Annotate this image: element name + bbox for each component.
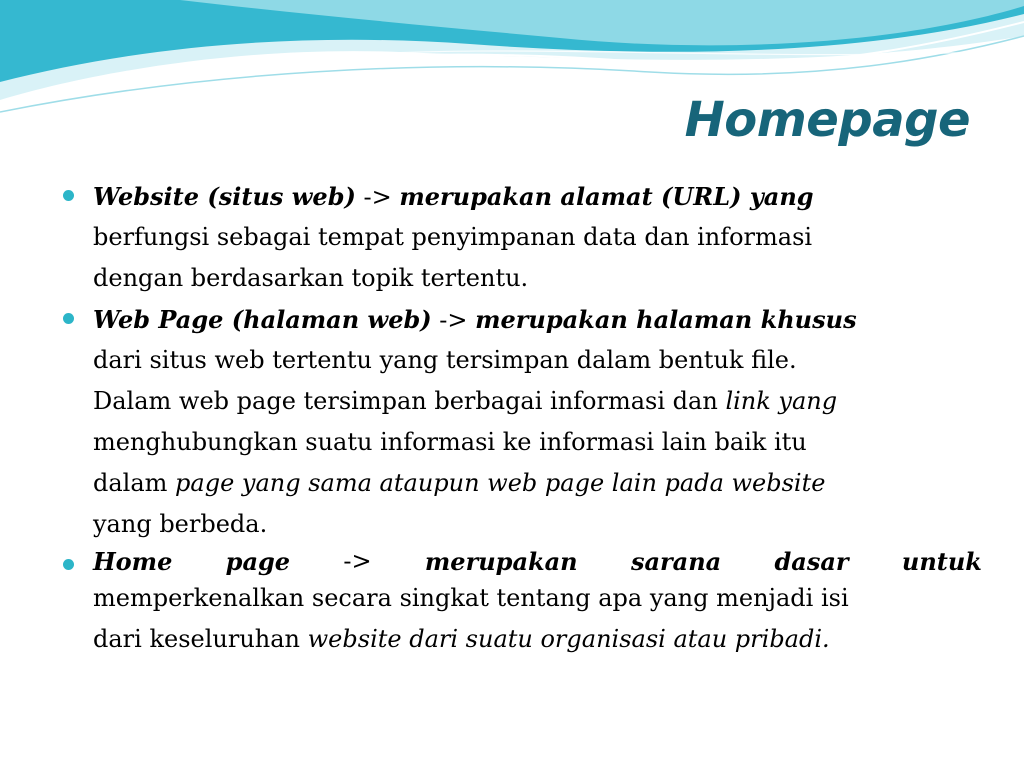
bullet-website bbox=[58, 176, 988, 299]
bullet-dot-icon bbox=[63, 190, 74, 201]
bullet-line: dari situs web tertentu yang tersimpan dalam bentuk file. bbox=[93, 346, 797, 374]
bullet-dot-icon bbox=[63, 559, 74, 570]
definition-text: merupakan alamat (URL) yang bbox=[399, 182, 814, 211]
term-home: Home bbox=[93, 547, 173, 576]
definition-text: merupakan halaman khusus bbox=[475, 305, 857, 334]
bullet-web-page bbox=[58, 299, 988, 545]
bullet-list bbox=[58, 176, 988, 660]
bullet-line-justified bbox=[93, 545, 982, 578]
bullet-home-page bbox=[58, 545, 988, 660]
bullet-line: memperkenalkan secara singkat tentang apa yang menjadi isi bbox=[93, 584, 849, 612]
italic-text: website dari suatu organisasi atau pribadi. bbox=[307, 625, 830, 653]
bullet-line bbox=[93, 619, 988, 660]
word-merupakan: merupakan bbox=[424, 547, 578, 576]
bullet-line: menghubungkan suatu informasi ke informasi lain baik itu bbox=[93, 428, 807, 456]
arrow-text: -> bbox=[343, 547, 372, 575]
slide-title: Homepage bbox=[684, 92, 970, 148]
line-text: dalam bbox=[93, 469, 176, 497]
bullet-line: dengan berdasarkan topik tertentu. bbox=[93, 264, 529, 292]
term-web-page: Web Page (halaman web) bbox=[93, 305, 432, 334]
arrow-text: -> bbox=[355, 183, 400, 211]
term-page: page bbox=[225, 547, 291, 576]
bullet-line bbox=[93, 381, 988, 422]
word-untuk: untuk bbox=[901, 547, 982, 576]
bullet-line bbox=[93, 463, 988, 504]
bullet-line: berfungsi sebagai tempat penyimpanan data dan informasi bbox=[93, 223, 813, 251]
line-text: dari keseluruhan bbox=[93, 625, 308, 653]
italic-text: page yang sama ataupun web page lain pada website bbox=[175, 469, 826, 497]
bullet-dot-icon bbox=[63, 313, 74, 324]
term-website: Website (situs web) bbox=[93, 182, 356, 211]
bullet-line bbox=[93, 176, 988, 217]
italic-text: link yang bbox=[725, 387, 838, 415]
line-text: Dalam web page tersimpan berbagai informasi dan bbox=[93, 387, 726, 415]
bullet-line bbox=[93, 299, 988, 340]
word-sarana: sarana bbox=[630, 547, 722, 576]
bullet-line: yang berbeda. bbox=[93, 510, 268, 538]
word-dasar: dasar bbox=[774, 547, 849, 576]
arrow-text: -> bbox=[431, 306, 476, 334]
